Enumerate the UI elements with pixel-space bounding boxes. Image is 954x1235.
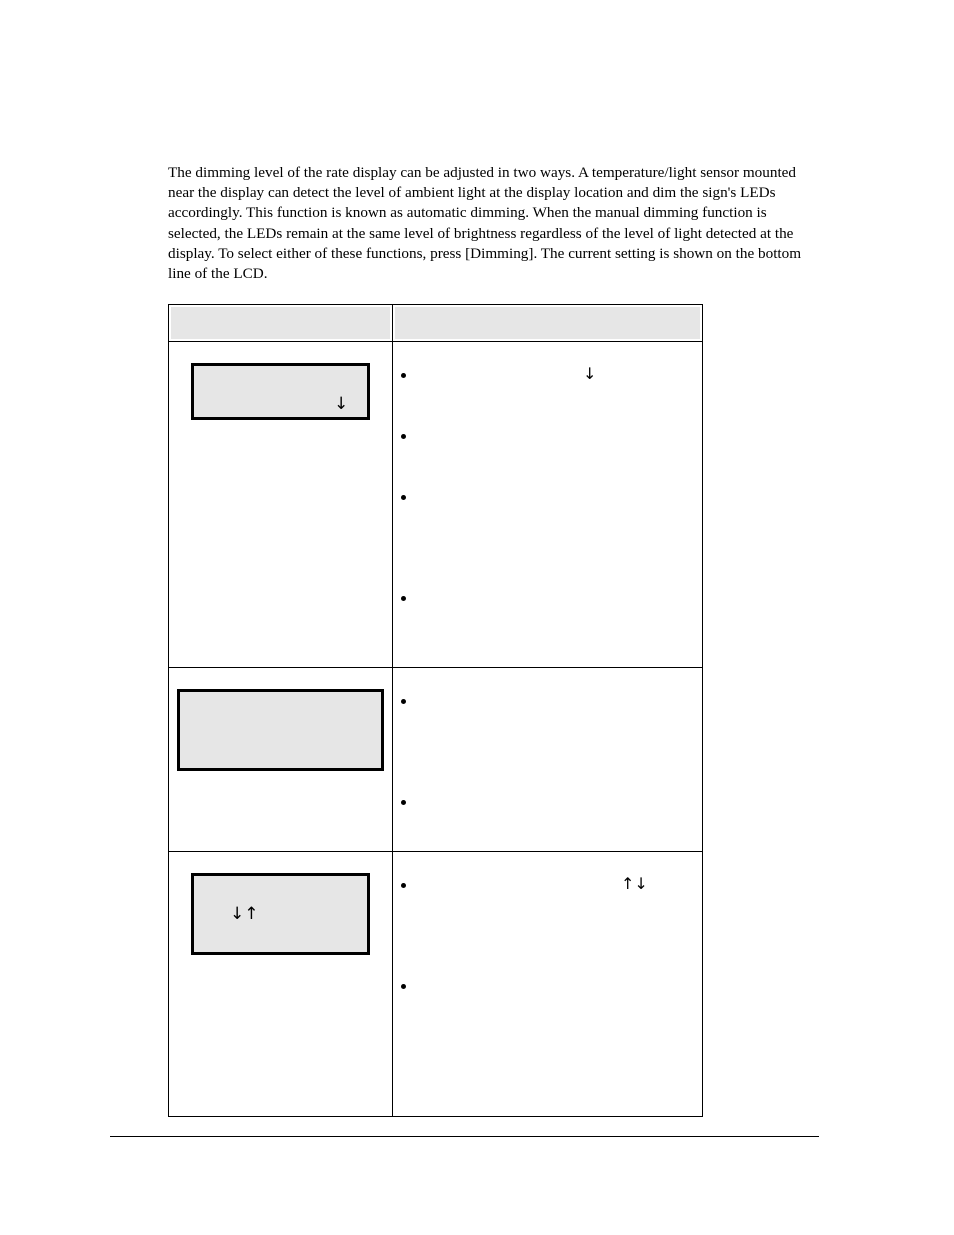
bullet-icon bbox=[401, 592, 406, 601]
bullet-icon bbox=[401, 879, 406, 888]
bullet-icon bbox=[401, 980, 406, 989]
footer-divider bbox=[110, 1136, 819, 1137]
intro-paragraph: The dimming level of the rate display can be adjusted in two ways. A temperature/light sensor mounted near the display can detect the level of ambient light at the display location and dim the sign's LEDs accordingly. This function is known as automatic dimming. When the manual dimming function is selected, the LEDs remain at the same level of brightness regardless of the level of light detected at the display. To select either of these functions, press [Dimming]. The current setting is shown on the bottom line of the LCD. bbox=[168, 164, 802, 283]
dimming-steps-table bbox=[168, 304, 703, 1117]
instruction-cell bbox=[393, 668, 703, 852]
bullet-icon bbox=[401, 491, 406, 500]
lcd-cell bbox=[169, 668, 393, 852]
down-arrow-icon: ↓ bbox=[334, 394, 349, 414]
table-row bbox=[169, 668, 703, 852]
lcd-cell bbox=[169, 852, 393, 1117]
down-arrow-icon: ↓ bbox=[583, 364, 597, 383]
bullet-icon bbox=[401, 695, 406, 704]
table-row bbox=[169, 852, 703, 1117]
up-down-arrow-icon: ↑↓ bbox=[621, 874, 648, 893]
instruction-cell bbox=[393, 342, 703, 668]
instruction-cell bbox=[393, 852, 703, 1117]
lcd-screen bbox=[191, 363, 370, 420]
table-row bbox=[169, 342, 703, 668]
lcd-screen bbox=[191, 873, 370, 955]
lcd-screen bbox=[177, 689, 384, 771]
header-cell-lcd bbox=[169, 305, 393, 342]
bullet-icon bbox=[401, 796, 406, 805]
down-up-arrow-icon: ↓↑ bbox=[230, 904, 259, 924]
bullet-icon bbox=[401, 369, 406, 378]
table-header-row bbox=[169, 305, 703, 342]
bullet-icon bbox=[401, 430, 406, 439]
header-cell-action bbox=[393, 305, 703, 342]
lcd-cell bbox=[169, 342, 393, 668]
